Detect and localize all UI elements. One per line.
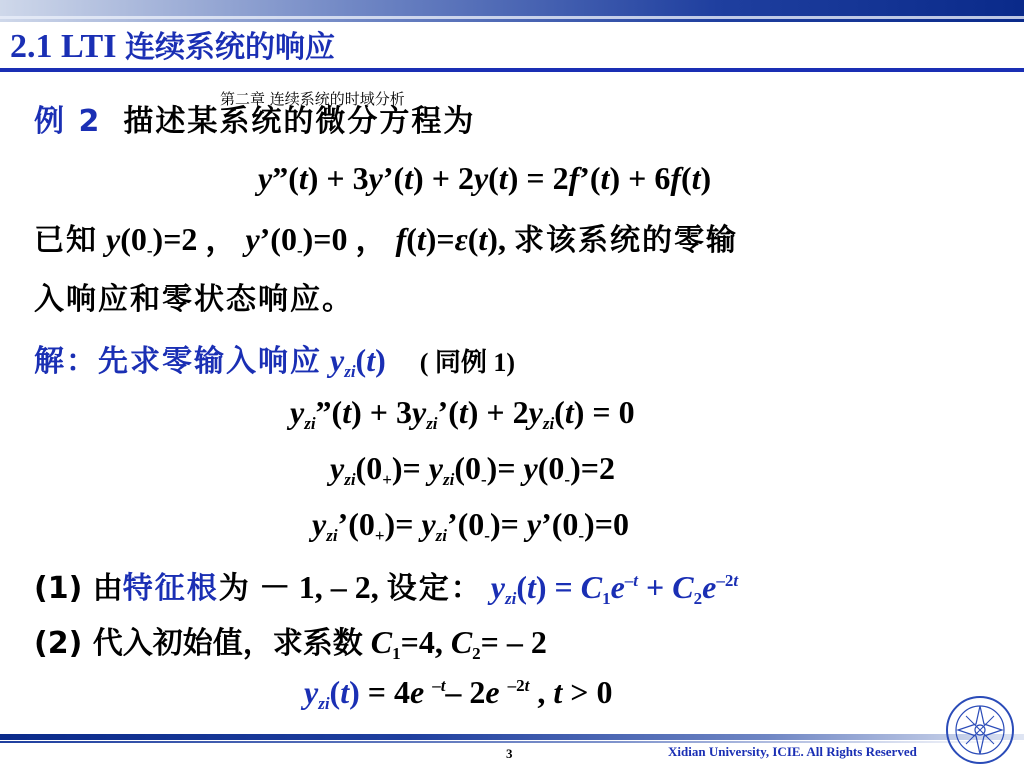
step1-prefix: (1) 由 [34, 571, 123, 606]
step-1 [34, 562, 738, 608]
footer-divider [0, 734, 1024, 740]
conditions-line [34, 214, 738, 260]
conditions-continuation [34, 274, 354, 318]
page-number: 3 [506, 746, 513, 761]
step-2 [34, 618, 547, 662]
coefficients: $C_1=4$, $C_2= - 2$ [370, 624, 547, 663]
top-banner [0, 0, 1024, 22]
solution-intro [34, 336, 515, 380]
example-label: 例 2 [34, 104, 102, 139]
characteristic-roots-label: 特征根 [122, 571, 219, 606]
title-divider [0, 68, 1024, 72]
conditions-tail: 入响应和零状态响应。 [34, 282, 354, 317]
chapter-label: 第二章 连续系统的时域分析 [220, 90, 405, 108]
slide-title [10, 22, 335, 66]
zi-general-solution: $y_{zi}(t) = C_1e^{-t} + C_2e^{-2t}$ [490, 569, 739, 608]
zero-input-symbol: $y_{zi}(t)$ [330, 342, 386, 381]
zi-initial-value-2: $y_{zi}’(0_+)=$ $y_{zi}’(0_-)=$ $y’(0_-)=0$ [312, 506, 629, 545]
zi-initial-value-1: $y_{zi}(0_+)= y_{zi}(0_-)= y(0_-)=2$ [330, 450, 615, 489]
title-number: 2.1 LTI [10, 28, 125, 65]
title-text: 连续系统的响应 [124, 30, 335, 65]
conditions-request: 求该系统的零输 [513, 223, 738, 258]
example-description: 描述某系统的微分方程为 [123, 104, 476, 139]
differential-equation: y”(t) + 3y’(t) + 2y(t) = 2f’(t) + 6f(t) [258, 160, 712, 196]
zi-equation: $y_{zi}”(t)$ + $3y_{zi}’(t) + 2y_{zi}(t) = 0$ [290, 394, 635, 433]
university-seal-logo [944, 694, 1016, 766]
step2-prefix: (2) 代入初始值，求系数 [34, 626, 363, 661]
solution-label: 解：先求零输入响应 [34, 344, 322, 379]
zi-final-solution: $y_{zi}(t) = 4e$ $^{-t}$– 2e $^{-2t}$ , t > 0 [304, 674, 613, 713]
characteristic-roots: － 1, – 2, [258, 569, 379, 605]
conditions-prefix: 已知 [34, 223, 98, 258]
footer-divider-thin [0, 741, 1024, 743]
initial-conditions: $y(0_-)=2$ ， $y’(0_-)=0$ ， f(t)=ε(t), [106, 221, 506, 260]
same-as-note: ( 同例 1) [419, 348, 516, 377]
step1-is: 为 [218, 571, 251, 606]
copyright-notice: Xidian University, ICIE. All Rights Reserved [668, 744, 917, 759]
step1-set: 设定： [386, 571, 483, 606]
